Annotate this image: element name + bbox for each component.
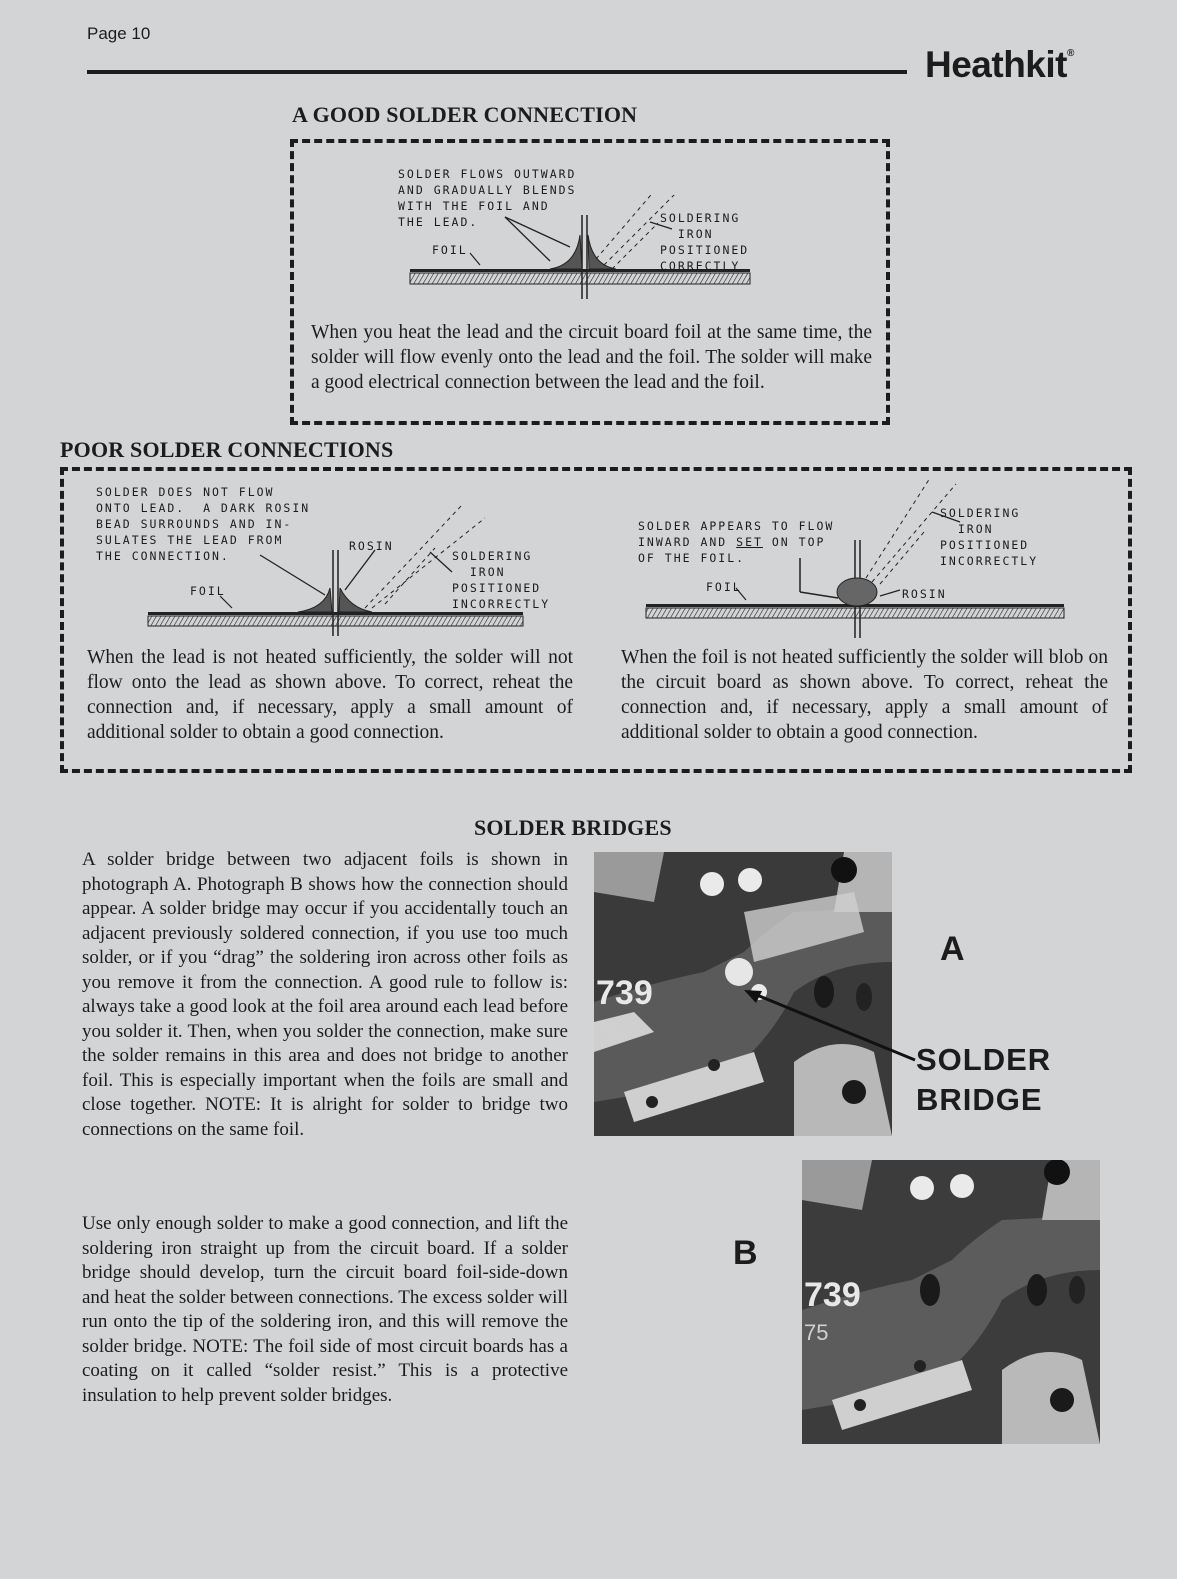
poor-left-rosin-label: ROSIN bbox=[349, 539, 394, 553]
board-number-75-b: 75 bbox=[804, 1320, 829, 1345]
good-iron-label: SOLDERING IRON POSITIONED CORRECTLY bbox=[660, 211, 750, 273]
solder-bridge-label-line-2: BRIDGE bbox=[916, 1082, 1043, 1117]
poor-connections-title: POOR SOLDER CONNECTIONS bbox=[60, 437, 394, 462]
solder-bridge-label bbox=[916, 1040, 1051, 1120]
poor-right-rosin-label: ROSIN bbox=[902, 587, 947, 601]
header-rule bbox=[87, 70, 907, 74]
good-flow-label: SOLDER FLOWS OUTWARD AND GRADUALLY BLENDS WITH THE FOIL AND THE LEAD. bbox=[398, 167, 577, 229]
board-number-739-b: 739 bbox=[804, 1276, 861, 1314]
poor-left-caption: When the lead is not heated sufficiently, the solder will not flow onto the lead as shown above. To correct, reheat the connection and, if necessary, apply a small amount of additional solder to obtain a good connection. bbox=[87, 647, 573, 743]
page-number: Page 10 bbox=[87, 24, 151, 43]
solder-bridges-paragraph-2: Use only enough solder to make a good connection, and lift the soldering iron straight up from the circuit board. If a solder bridge should develop, turn the circuit board foil-side-down and heat the solder between connections. The excess solder will run onto the tip of the soldering iron, and this will remove the solder bridge. NOTE: The foil side of most circuit boards has a coating on it called “solder resist.” This is a protective insulation to help prevent solder bridges. bbox=[82, 1213, 568, 1406]
poor-left-foil-label: FOIL bbox=[190, 584, 226, 598]
poor-right-description-text-2: ON TOP OF THE FOIL. bbox=[638, 535, 826, 565]
solder-bridges-title: SOLDER BRIDGES bbox=[474, 815, 672, 840]
poor-right-description-label bbox=[638, 518, 834, 566]
photo-b bbox=[802, 1160, 1100, 1444]
good-foil-label: FOIL bbox=[432, 243, 468, 257]
poor-right-caption: When the foil is not heated sufficiently the solder will blob on the circuit board as shown above. To correct, reheat the connection and, if necessary, apply a small amount of additional solder to obtain a good connection. bbox=[621, 647, 1108, 743]
poor-left-iron-label: SOLDERING IRON POSITIONED INCORRECTLY bbox=[452, 549, 551, 611]
solder-bridge-arrow bbox=[740, 985, 920, 1075]
photo-b-label: B bbox=[733, 1234, 758, 1272]
brand-name: Heathkit bbox=[925, 44, 1067, 85]
poor-right-iron-label: SOLDERING IRON POSITIONED INCORRECTLY bbox=[940, 506, 1039, 568]
board-number-739: 739 bbox=[596, 974, 653, 1012]
board-number-75: 75 bbox=[596, 1018, 621, 1043]
photo-a-label: A bbox=[940, 930, 965, 968]
poor-right-description-set: SET bbox=[736, 535, 763, 549]
poor-right-foil-label: FOIL bbox=[706, 580, 742, 594]
brand-logo bbox=[925, 44, 1074, 86]
poor-left-description-label: SOLDER DOES NOT FLOW ONTO LEAD. A DARK ROSIN BEAD SURROUNDS AND IN- SULATES THE LEAD FROM THE CONNECTION. bbox=[96, 485, 311, 563]
poor-right-description-text-1: SOLDER APPEARS TO FLOW INWARD AND bbox=[638, 519, 835, 549]
good-connection-title: A GOOD SOLDER CONNECTION bbox=[292, 102, 638, 127]
solder-bridge-label-line-1: SOLDER bbox=[916, 1042, 1052, 1077]
good-connection-caption: When you heat the lead and the circuit board foil at the same time, the solder will flow evenly onto the lead and the foil. The solder will make a good electrical connection between the lead and the foil. bbox=[311, 322, 872, 393]
solder-bridges-paragraph-1: A solder bridge between two adjacent foils is shown in photograph A. Photograph B shows how the connection should appear. A solder bridge may occur if you accidentally touch an adjacent previously soldered connection, if you use too much solder, or if you “drag” the soldering iron across other foils as you remove it from the connection. A good rule to follow is: always take a good look at the foil area around each lead before you solder it. Then, when you solder the connection, make sure the solder remains in this area and does not bridge to another foil. This is especially important when the foils are small and close together. NOTE: It is alright for solder to bridge two connections on the same foil. bbox=[82, 849, 568, 1140]
registered-mark: ® bbox=[1066, 48, 1074, 59]
